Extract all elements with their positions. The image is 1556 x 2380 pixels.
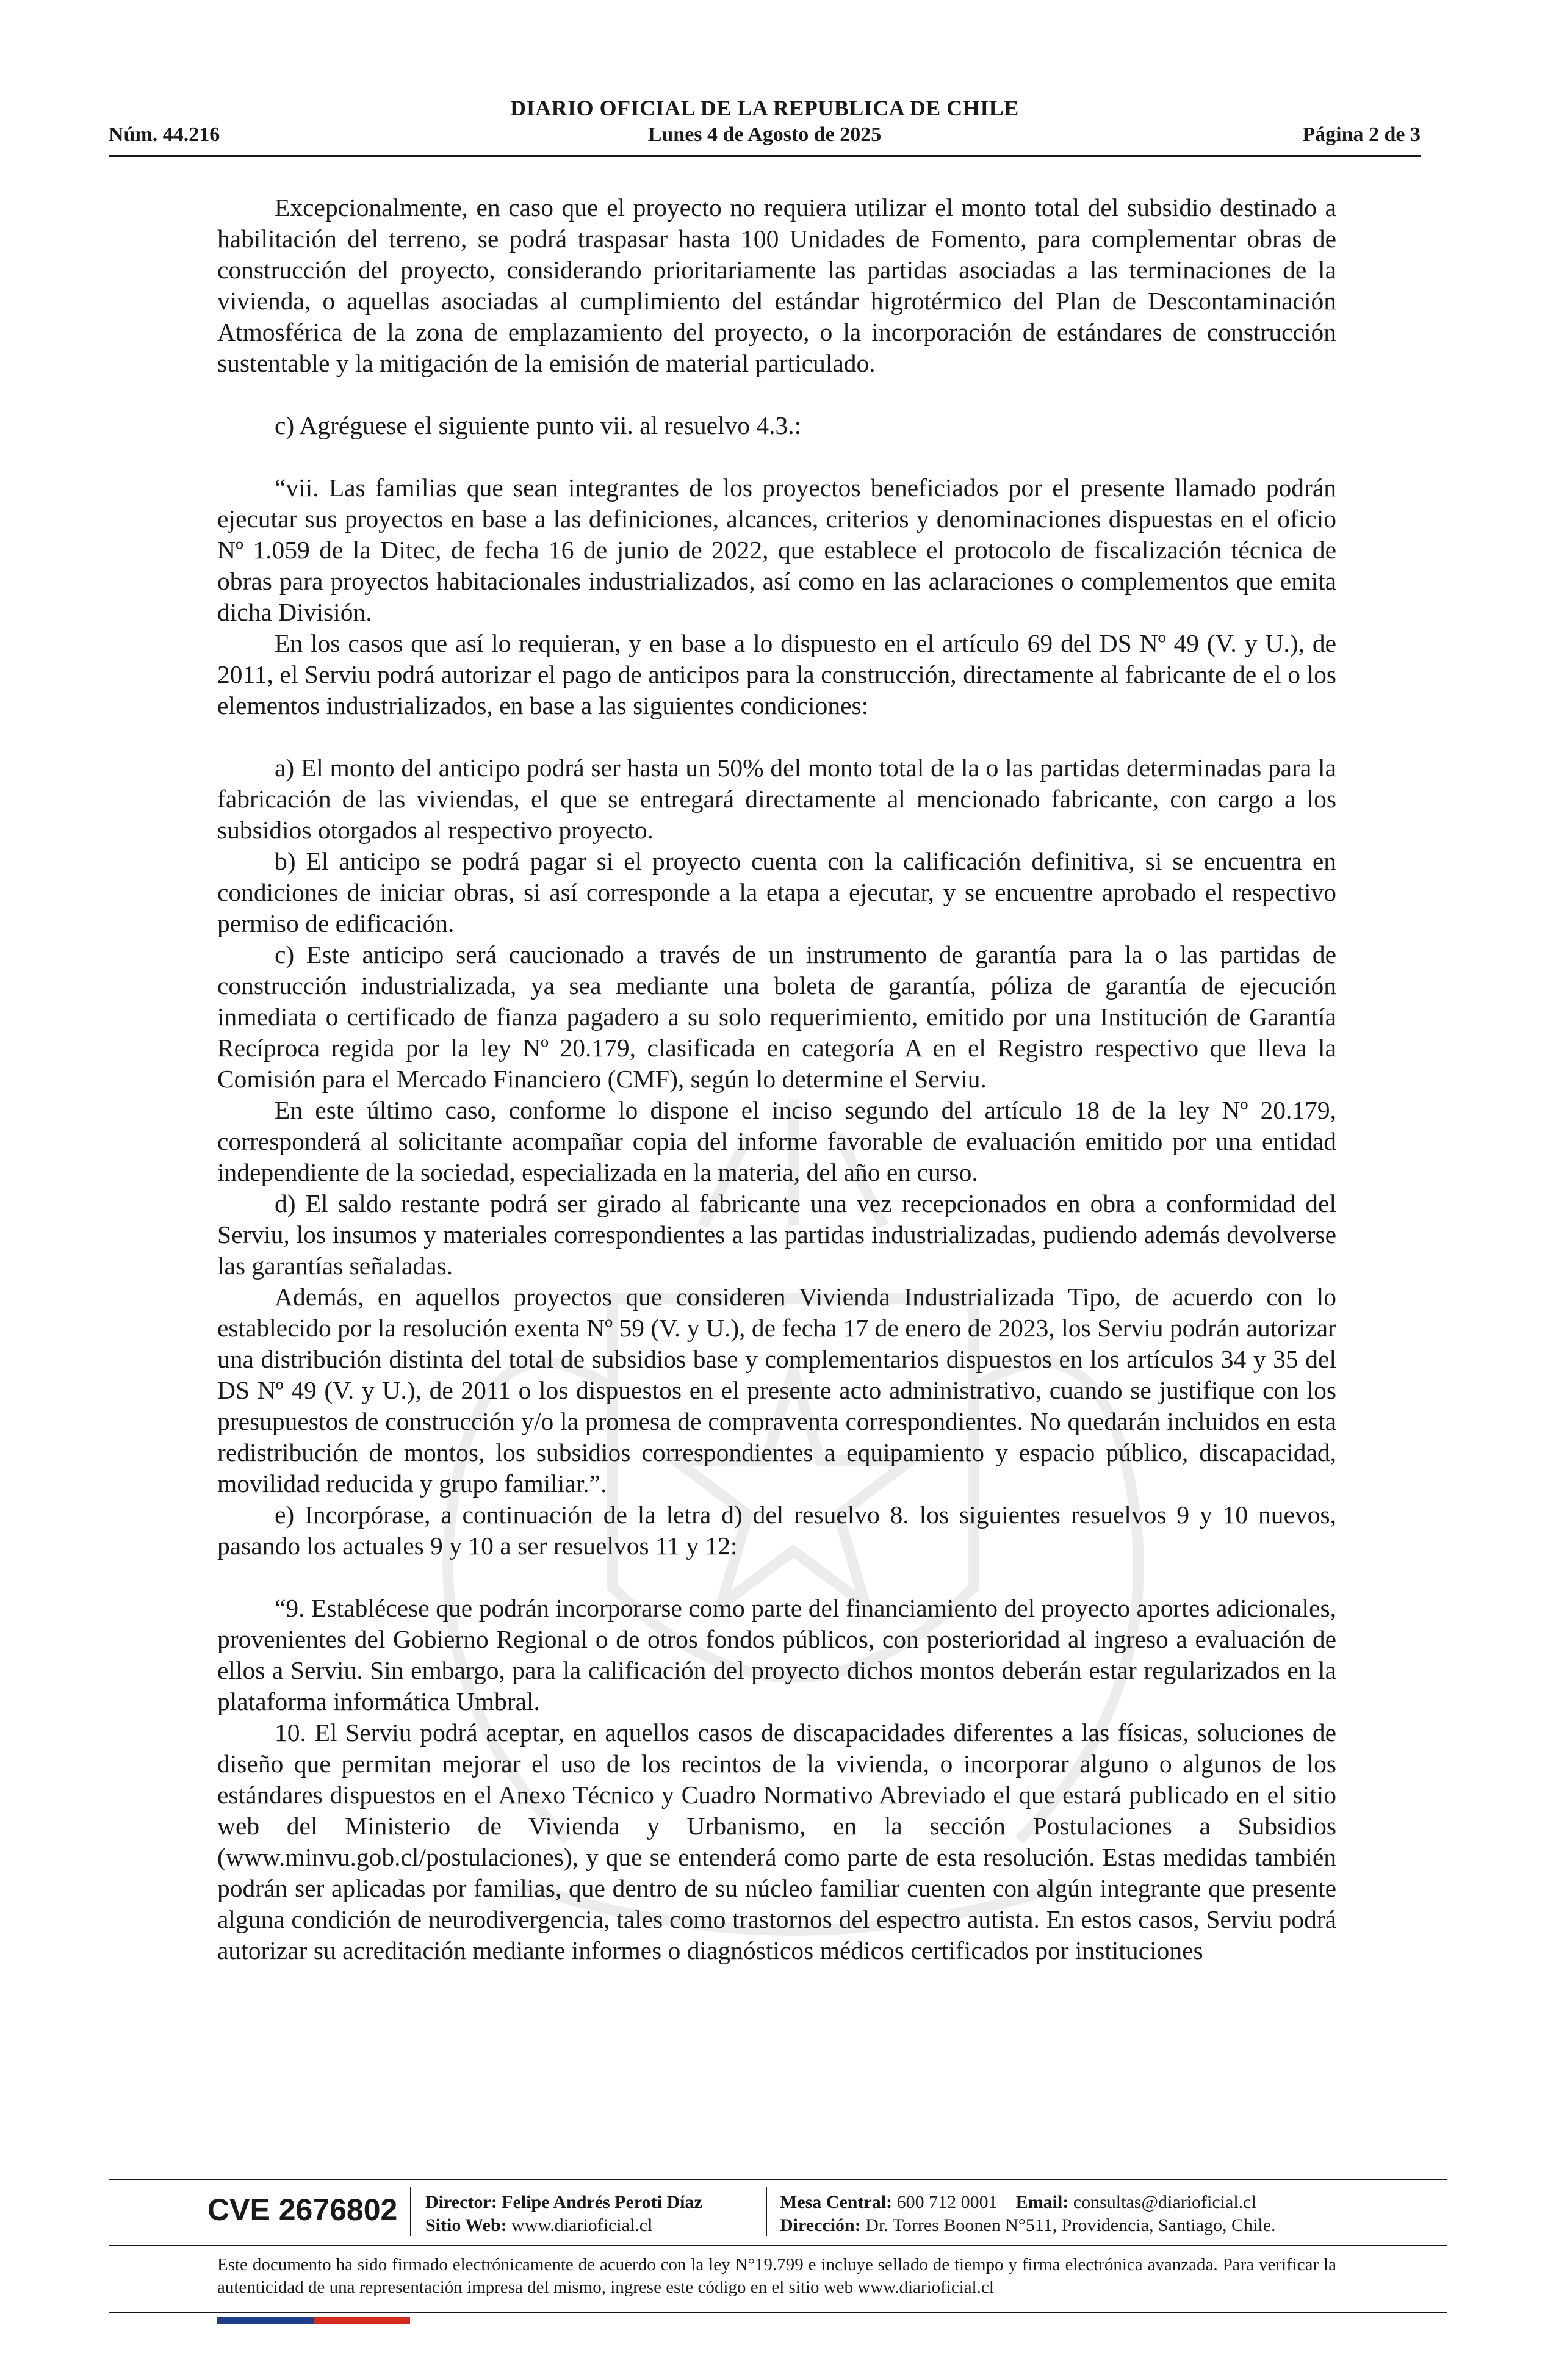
issue-number: Núm. 44.216 [109, 123, 220, 146]
flag-stripe [217, 2317, 410, 2324]
phone-label: Mesa Central: [780, 2192, 893, 2212]
footer-divider-middle [109, 2245, 1447, 2246]
website-link[interactable]: www.diarioficial.cl [511, 2215, 653, 2235]
body-paragraph: 10. El Serviu podrá aceptar, en aquellos casos de discapacidades diferentes a las físicas, soluciones de diseño que permitan mejorar el uso de los recintos de la vivienda, o incorporar alguno o algunos de los estándares dispuestos en el Anexo Técnico y Cuadro Normativo Abreviado el que estará publicado en el sitio web del Ministerio de Vivienda y Urbanismo, en la sección Postulaciones a Subsidios (www.minvu.gob.cl/postulaciones), y que se entenderá como parte de esta resolución. Estas medidas también podrán ser aplicadas por familias, que dentro de su núcleo familiar cuenten con algún integrante que presente alguna condición de neurodivergencia, tales como trastornos del espectro autista. En estos casos, Serviu podrá autorizar su acreditación mediante informes o diagnósticos médicos certificados por instituciones [217, 1718, 1336, 1964]
body-paragraph: “vii. Las familias que sean integrantes de los proyectos beneficiados por el presente llamado podrán ejecutar sus proyectos en base a las definiciones, alcances, criterios y denominaciones dispuestas en el oficio Nº 1.059 de la Ditec, de fecha 16 de junio de 2022, que establece el protocolo de fiscalización técnica de obras para proyectos habitacionales industrializados, así como en las aclaraciones o complementos que emita dicha División. [217, 474, 1336, 626]
page-indicator: Página 2 de 3 [1302, 123, 1421, 146]
page-header [109, 95, 1421, 156]
director-name: Felipe Andrés Peroti Díaz [502, 2192, 702, 2212]
flag-stripe-blue [217, 2317, 314, 2324]
flag-stripe-red [314, 2317, 410, 2324]
body-paragraph: e) Incorpórase, a continuación de la letra d) del resuelvo 8. los siguientes resuelvos 9 y 10 nuevos, pasando los actuales 9 y 10 a ser resuelvos 11 y 12: [217, 1501, 1336, 1560]
footer-divider-top [109, 2179, 1447, 2180]
body-paragraph: En este último caso, conforme lo dispone el inciso segundo del artículo 18 de la ley Nº 20.179, corresponderá al solicitante acompañar copia del informe favorable de evaluación emitido por una entidad independiente de la sociedad, especializada en la materia, del año en curso. [217, 1096, 1336, 1186]
body-paragraph: Excepcionalmente, en caso que el proyecto no requiera utilizar el monto total del subsidio destinado a habilitación del terreno, se podrá traspasar hasta 100 Unidades de Fomento, para complementar obras de construcción del proyecto, considerando prioritariamente las partidas asociadas a las terminaciones de la vivienda, o aquellas asociadas al cumplimiento del estándar higrotérmico del Plan de Descontaminación Atmosférica de la zona de emplazamiento del proyecto, o la incorporación de estándares de construcción sustentable y la mitigación de la emisión de material particulado. [217, 193, 1336, 377]
publication-date: Lunes 4 de Agosto de 2025 [647, 123, 882, 146]
email-link[interactable]: consultas@diarioficial.cl [1073, 2192, 1256, 2212]
header-divider [109, 155, 1421, 157]
director-label: Director: [425, 2192, 497, 2212]
publication-title: DIARIO OFICIAL DE LA REPUBLICA DE CHILE [510, 96, 1019, 120]
phone-number: 600 712 0001 [896, 2192, 998, 2212]
body-paragraph: c) Agréguese el siguiente punto vii. al resuelvo 4.3.: [275, 411, 802, 439]
body-paragraph: c) Este anticipo será caucionado a través de un instrumento de garantía para la o las partidas de construcción industrializada, ya sea mediante una boleta de garantía, póliza de garantía de ejecución inmediata o certificado de fianza pagadero a su solo requerimiento, emitido por una Institución de Garantía Recíproca regida por la ley Nº 20.179, clasificada en categoría A en el Registro respectivo que lleva la Comisión para el Mercado Financiero (CMF), según lo determine el Serviu. [217, 940, 1336, 1093]
body-paragraph: d) El saldo restante podrá ser girado al fabricante una vez recepcionados en obra a conformidad del Serviu, los insumos y materiales correspondientes a las partidas industrializadas, pudiendo además devolverse las garantías señaladas. [217, 1189, 1336, 1280]
footer-divider-bottom [109, 2312, 1447, 2313]
body-paragraph: Además, en aquellos proyectos que consideren Vivienda Industrializada Tipo, de acuerdo con lo establecido por la resolución exenta Nº 59 (V. y U.), de fecha 17 de enero de 2023, los Serviu podrán autorizar una distribución distinta del total de subsidios base y complementarios dispuestos en los artículos 34 y 35 del DS Nº 49 (V. y U.), de 2011 o los dispuestos en el presente acto administrativo, cuando se justifique con los presupuestos de construcción y/o la promesa de compraventa correspondientes. No quedarán incluidos en esta redistribución de montos, los subsidios correspondientes a equipamiento y espacio público, discapacidad, movilidad reducida y grupo familiar.”. [217, 1283, 1336, 1498]
footer-contact-block [780, 2191, 1276, 2237]
footer-director-block [425, 2191, 702, 2237]
website-label: Sitio Web: [425, 2215, 507, 2235]
cve-code: CVE 2676802 [207, 2193, 398, 2227]
body-paragraph: “9. Establécese que podrán incorporarse como parte del financiamiento del proyecto aportes adicionales, provenientes del Gobierno Regional o de otros fondos públicos, con posterioridad al ingreso a evaluación de ellos a Serviu. Sin embargo, para la calificación del proyecto dichos montos deberán estar regularizados en la plataforma informática Umbral. [217, 1594, 1336, 1715]
body-paragraph: En los casos que así lo requieran, y en base a lo dispuesto en el artículo 69 del DS Nº 49 (V. y U.), de 2011, el Serviu podrá autorizar el pago de anticipos para la construcción, directamente al fabricante de el o los elementos industrializados, en base a las siguientes condiciones: [217, 629, 1336, 719]
body-paragraph: a) El monto del anticipo podrá ser hasta un 50% del monto total de la o las partidas determinadas para la fabricación de las viviendas, el que se entregará directamente al mencionado fabricante, con cargo a los subsidios otorgados al respectivo proyecto. [217, 754, 1336, 844]
email-label: Email: [1015, 2192, 1069, 2212]
legal-notice: Este documento ha sido firmado electrónicamente de acuerdo con la ley N°19.799 e incluye sellado de tiempo y firma electrónica avanzada. Para verificar la autenticidad de una representación impresa del mismo, ingrese este código en el sitio web www.diarioficial.cl [217, 2255, 1336, 2297]
address-label: Dirección: [780, 2215, 861, 2235]
footer-separator [410, 2187, 411, 2236]
footer-separator [766, 2187, 767, 2236]
document-body [217, 192, 1336, 1966]
address-text: Dr. Torres Boonen N°511, Providencia, Santiago, Chile. [865, 2215, 1276, 2235]
body-paragraph: b) El anticipo se podrá pagar si el proyecto cuenta con la calificación definitiva, si se encuentra en condiciones de iniciar obras, si así corresponde a la etapa a ejecutar, y se encuentre aprobado el respectivo permiso de edificación. [217, 847, 1336, 937]
